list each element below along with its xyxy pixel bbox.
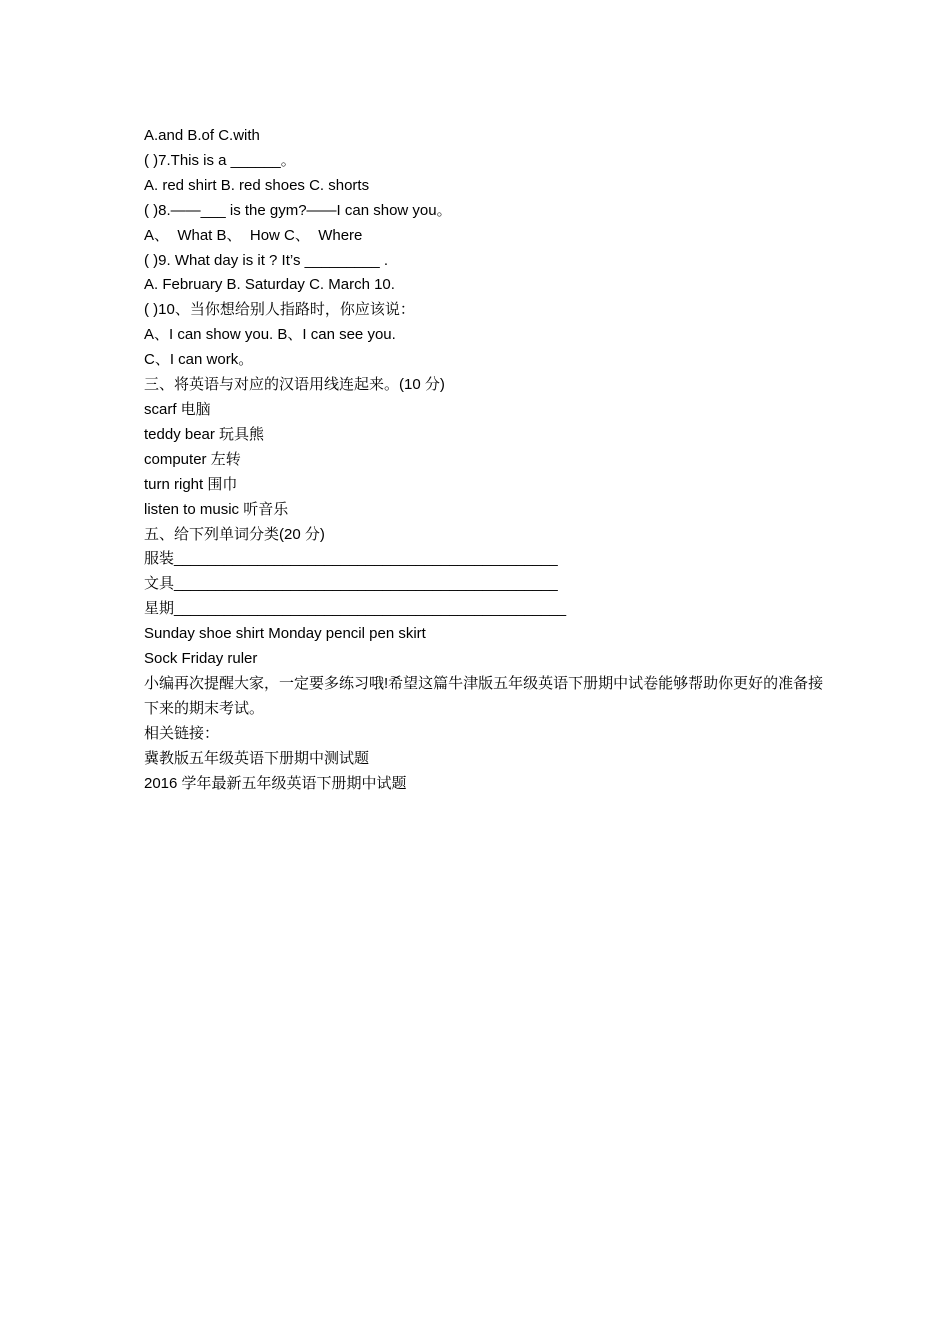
document-body — [144, 124, 824, 796]
question-10-options-ab: A、I can show you. B、I can see you. — [144, 326, 396, 344]
question-8-options: A、 What B、 How C、 Where — [144, 226, 363, 244]
match-item-2: teddy bear 玩具熊 — [144, 425, 265, 443]
question-10-option-c: C、I can work。 — [144, 351, 254, 369]
question-8: ( )8.——___ is the gym?——I can show you。 — [144, 201, 452, 219]
related-link-1[interactable]: 冀教版五年级英语下册期中测试题 — [144, 749, 370, 767]
related-link-2[interactable]: 2016 学年最新五年级英语下册期中试题 — [144, 774, 407, 792]
question-9: ( )9. What day is it ? It’s _________ . — [144, 251, 389, 269]
section-5-heading: 五、给下列单词分类(20 分) — [144, 525, 325, 543]
question-7-options: A. red shirt B. red shoes C. shorts — [144, 176, 370, 194]
category-clothing-blank: 服装______________________________________________ — [144, 550, 558, 568]
match-item-4: turn right 围巾 — [144, 475, 238, 493]
word-bank-line-2: Sock Friday ruler — [144, 650, 258, 668]
match-item-3: computer 左转 — [144, 450, 241, 468]
question-7: ( )7.This is a ______。 — [144, 151, 296, 169]
question-6-options: A.and B.of C.with — [144, 127, 260, 144]
category-weekday-blank: 星期_______________________________________________ — [144, 600, 567, 618]
section-3-heading: 三、将英语与对应的汉语用线连起来。(10 分) — [144, 376, 445, 394]
match-item-5: listen to music 听音乐 — [144, 500, 289, 518]
question-10: ( )10、当你想给别人指路时，你应该说： — [144, 301, 415, 319]
word-bank-line-1: Sunday shoe shirt Monday pencil pen skirt — [144, 625, 426, 643]
match-item-1: scarf 电脑 — [144, 400, 211, 418]
question-9-options: A. February B. Saturday C. March 10. — [144, 276, 395, 294]
related-links-label: 相关链接： — [144, 724, 220, 742]
category-stationery-blank: 文具______________________________________________ — [144, 575, 558, 593]
closing-paragraph: 小编再次提醒大家，一定要多练习哦!希望这篇牛津版五年级英语下册期中试卷能够帮助你更好的准备接下来的期末考试。 — [144, 674, 824, 717]
